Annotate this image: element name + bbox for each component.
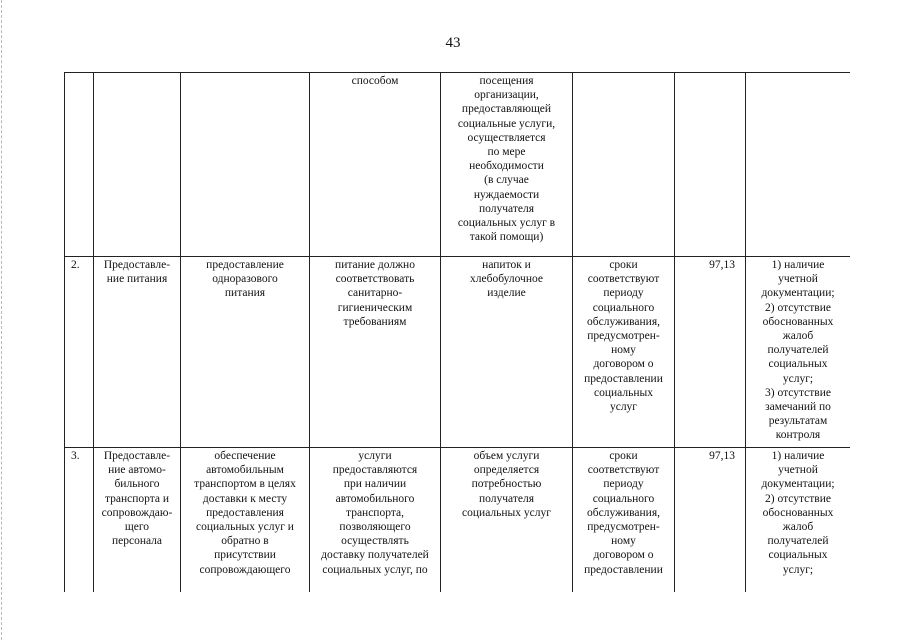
page-number: 43 (445, 35, 461, 51)
cell-service-name: Предоставле- ние автомо- бильного транспорта и сопровождаю- щего персонала (94, 448, 181, 593)
cell-service-conditions: услуги предоставляются при наличии автомобильного транспорта, позволяющего осуществлять доставку получателей социальных услуг, по (310, 448, 441, 593)
cell-quality-criteria (746, 73, 851, 257)
cell-service-conditions: питание должно соответствовать санитарно- гигиеническим требованиям (310, 257, 441, 448)
cell-tariff: 97,13 (675, 257, 746, 448)
table-row (65, 257, 851, 448)
cell-service-name (94, 73, 181, 257)
table-row (65, 73, 851, 257)
cell-service-volume: напиток и хлебобулочное изделие (441, 257, 573, 448)
cell-tariff: 97,13 (675, 448, 746, 593)
cell-number: 2. (65, 257, 94, 448)
cell-service-description: предоставление одноразового питания (181, 257, 310, 448)
table-row (65, 448, 851, 593)
page-left-edge (1, 0, 2, 640)
cell-service-terms: сроки соответствуют периоду социального обслуживания, предусмотрен- ному договором о предоставлении социальных услуг (573, 257, 675, 448)
cell-service-terms (573, 73, 675, 257)
cell-service-volume: объем услуги определяется потребностью получателя социальных услуг (441, 448, 573, 593)
cell-service-name: Предоставле- ние питания (94, 257, 181, 448)
cell-number (65, 73, 94, 257)
cell-number: 3. (65, 448, 94, 593)
cell-quality-criteria: 1) наличие учетной документации; 2) отсутствие обоснованных жалоб получателей социальных услуг; 3) отсутствие замечаний по результатам контроля (746, 257, 851, 448)
cell-service-description: обеспечение автомобильным транспортом в целях доставки к месту предоставления социальных услуг и обратно в присутствии сопровождающего (181, 448, 310, 593)
cell-tariff (675, 73, 746, 257)
cell-service-terms: сроки соответствуют периоду социального обслуживания, предусмотрен- ному договором о предоставлении (573, 448, 675, 593)
cell-service-conditions: способом (310, 73, 441, 257)
services-table-container (64, 72, 850, 592)
cell-service-description (181, 73, 310, 257)
services-table (64, 72, 850, 592)
cell-quality-criteria: 1) наличие учетной документации; 2) отсутствие обоснованных жалоб получателей социальных услуг; (746, 448, 851, 593)
cell-service-volume: посещения организации, предоставляющей социальные услуги, осуществляется по мере необходимости (в случае нуждаемости получателя социальных услуг в такой помощи) (441, 73, 573, 257)
